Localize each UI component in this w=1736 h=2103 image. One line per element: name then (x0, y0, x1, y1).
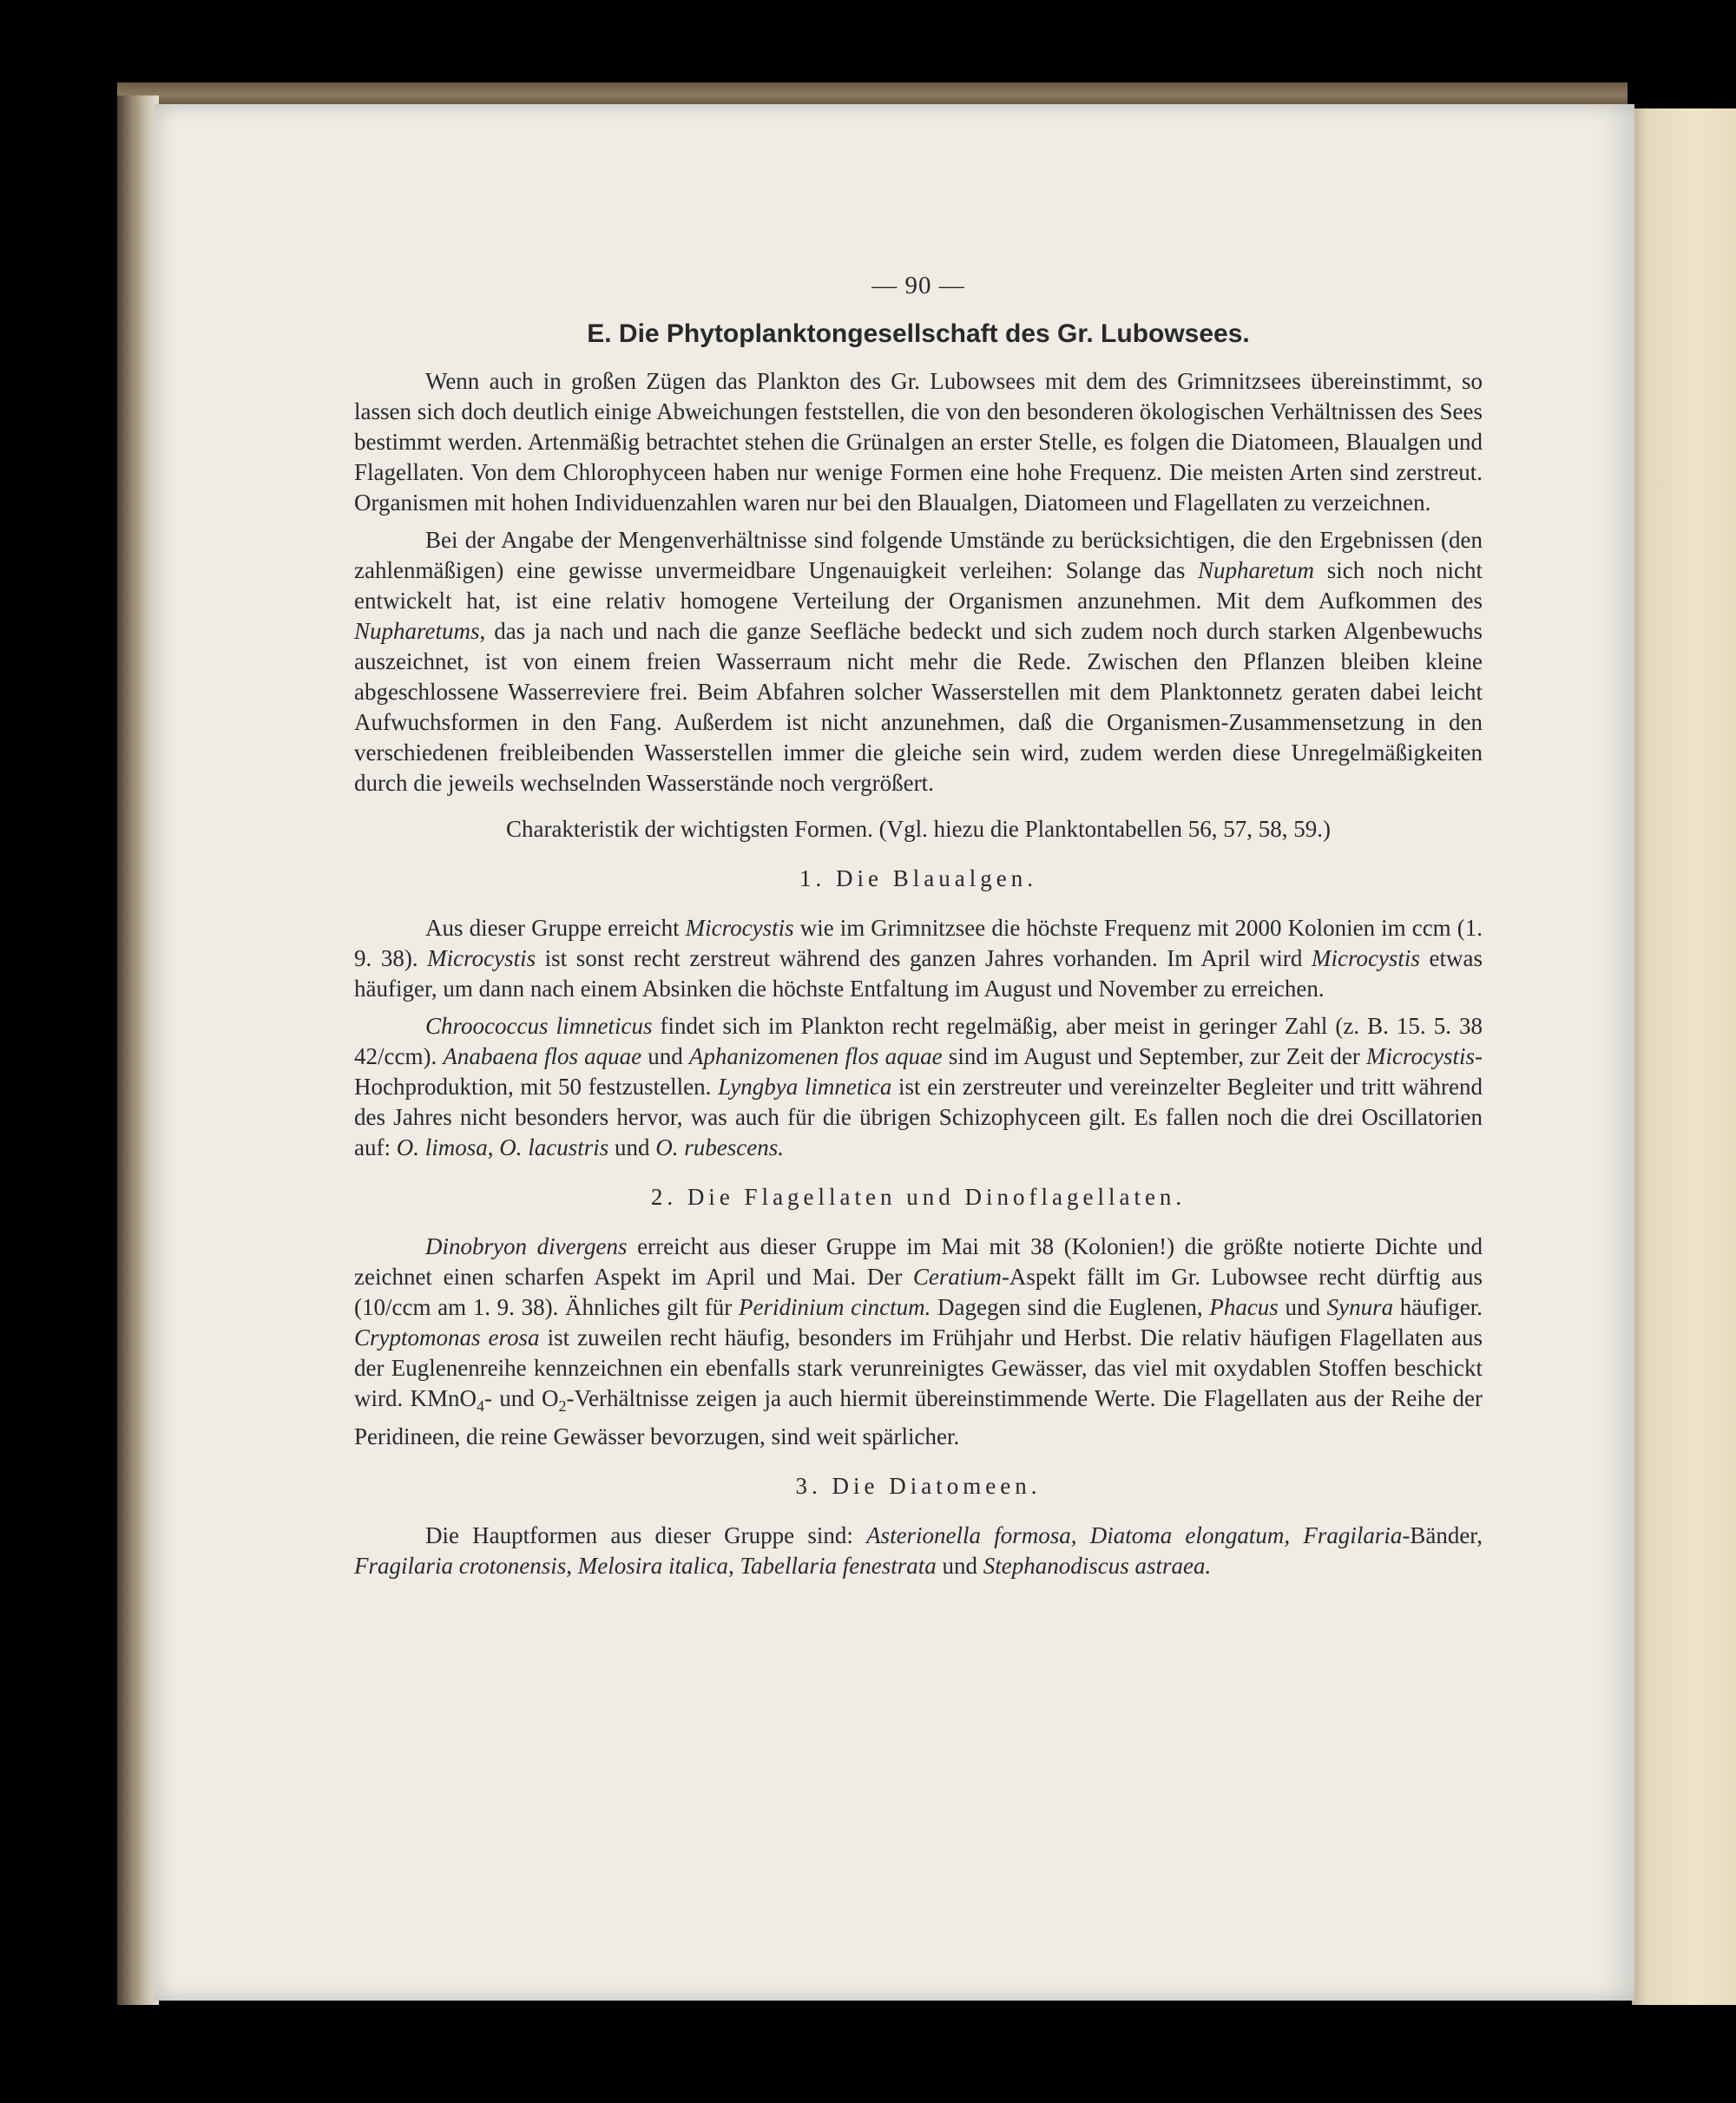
italic-term: Dinobryon divergens (425, 1233, 628, 1259)
italic-term: Phacus (1209, 1294, 1279, 1320)
italic-term: Synura (1326, 1294, 1394, 1320)
italic-term: Microcystis (685, 915, 794, 941)
text-run: und (936, 1553, 983, 1579)
book-page (155, 104, 1634, 2001)
page-content (354, 271, 1483, 1588)
subscript: 4 (477, 1397, 485, 1415)
page-number: — 90 — (871, 272, 965, 299)
text-run: -Aspekt fällt im Gr. Lubowsee recht dürftig aus (10/ccm am 1. 9. 38). Ähnliches gilt für (354, 1264, 1483, 1320)
text-run: erreicht aus dieser Gruppe im Mai mit 38 (Kolonien!) die größte notierte Dichte und zeichnet einen scharfen Aspekt im April und Mai. Der (354, 1233, 1483, 1290)
text-run: -Verhältnisse zeigen ja auch hiermit übereinstimmende Werte. Die Flagellaten aus der Reihe der Peridineen, die reine Gewässer bevorzugen, sind weit spärlicher. (354, 1385, 1483, 1449)
italic-term: Aphanizomenen flos aquae (688, 1043, 943, 1069)
text-run: findet sich im Plankton recht regelmäßig, aber meist in geringer Zahl (z. B. 15. 5. 38 42/ccm). (354, 1013, 1483, 1069)
italic-term: Microcystis (1366, 1043, 1476, 1069)
adjacent-page-edge (1632, 108, 1736, 2005)
text-run: , (487, 1134, 500, 1160)
text-run: und (608, 1134, 656, 1160)
italic-term: O. lacustris (499, 1134, 609, 1160)
text-run: ist ein zerstreuter und vereinzelter Begleiter und tritt während des Jahres nicht besonders hervor, was auch für die übrigen Schizophyceen gilt. Es fallen noch die drei Oscillatorien auf: (354, 1074, 1483, 1160)
italic-term: Microcystis (427, 945, 536, 971)
section-title: E. Die Phytoplanktongesellschaft des Gr. Lubowsees. (587, 319, 1250, 348)
italic-term: Anabaena flos aquae (443, 1043, 642, 1069)
text-run: häufiger. (1393, 1294, 1483, 1320)
italic-term: O. limosa (396, 1134, 488, 1160)
italic-term: Peridinium cinctum. (738, 1294, 931, 1320)
text-run: etwas häufiger, um dann nach einem Absinken die höchste Entfaltung im August und November zu erreichen. (354, 945, 1483, 1002)
paragraph-microcystis (354, 913, 1483, 1004)
text-run: Bei der Angabe der Mengenverhältnisse sind folgende Umstände zu berücksichtigen, die den Ergebnissen (den zahlenmäßigen) eine gewisse unvermeidbare Ungenauigkeit verleihen: Solange das (354, 527, 1483, 583)
subscript: 2 (558, 1397, 567, 1415)
paragraph-diatomeen (354, 1521, 1483, 1581)
paragraph-intro: Wenn auch in großen Zügen das Plankton des Gr. Lubowsees mit dem des Grimnitzsees übereinstimmt, so lassen sich doch deutlich einige Abweichungen feststellen, die von den besonderen ökologischen Verhältnissen des Sees bestimmt werden. Artenmäßig betrachtet stehen die Grünalgen an erster Stelle, es folgen die Diatomeen, Blaualgen und Flagellaten. Von dem Chlorophyceen haben nur wenige Formen eine hohe Frequenz. Die meisten Arten sind zerstreut. Organismen mit hohen Individuenzahlen waren nur bei den Blaualgen, Diatomeen und Flagellaten zu verzeichnen. (354, 368, 1483, 516)
italic-term: Lyngbya limnetica (718, 1074, 892, 1100)
text-run: Dagegen sind die Euglenen, (930, 1294, 1210, 1320)
heading-flagellaten: 2. Die Flagellaten und Dinoflagellaten. (650, 1184, 1187, 1210)
paragraph-quantities (354, 525, 1483, 798)
heading-diatomeen: 3. Die Diatomeen. (795, 1473, 1042, 1499)
characteristics-line: Charakteristik der wichtigsten Formen. (Vgl. hiezu die Planktontabellen 56, 57, 58, 59.) (505, 816, 1332, 842)
heading-blaualgen: 1. Die Blaualgen. (799, 865, 1037, 891)
text-run: ist zuweilen recht häufig, besonders im Frühjahr und Herbst. Die relativ häufigen Flagellaten aus der Euglenenreihe kennzeichnen ein ebenfalls stark verunreinigtes Gewässer, das viel mit oxydablen Stoffen beschickt wird. KMnO (354, 1324, 1483, 1411)
text-run: , das ja nach und nach die ganze Seefläche bedeckt und sich zudem noch durch starken Algenbewuchs auszeichnet, ist von einem freien Wasserraum nicht mehr die Rede. Zwischen den Pflanzen bleiben kleine abgeschlossene Wasserreviere frei. Beim Abfahren solcher Wasserstellen mit dem Planktonnetz geraten dabei leicht Aufwuchsformen in den Fang. Außerdem ist nicht anzunehmen, daß die Organismen-Zusammensetzung in den verschiedenen freibleibenden Wasserstellen immer die gleiche sein wird, zudem werden diese Unregelmäßigkeiten durch die jeweils wechselnden Wasserstände noch vergrößert. (354, 618, 1483, 796)
italic-term: Chroococcus limneticus (425, 1013, 653, 1039)
italic-term: Nupharetum (1198, 557, 1315, 583)
italic-term: Fragilaria crotonensis, Melosira italica, Tabellaria fenestrata (354, 1553, 937, 1579)
text-run: ist sonst recht zerstreut während des ganzen Jahres vorhanden. Im April wird (536, 945, 1312, 971)
italic-term: Nupharetums (354, 618, 480, 644)
text-run: und (1278, 1294, 1327, 1320)
italic-term: Cryptomonas erosa (354, 1324, 540, 1351)
italic-term: Ceratium (912, 1264, 1002, 1290)
text-run: - und O (484, 1385, 559, 1411)
paragraph-chroococcus (354, 1011, 1483, 1163)
text-run: und (641, 1043, 689, 1069)
italic-term: Microcystis (1311, 945, 1420, 971)
italic-term: Asterionella formosa, Diatoma elongatum, Fragilaria (866, 1522, 1403, 1548)
book-left-edge (117, 95, 159, 2005)
text-run: Aus dieser Gruppe erreicht (425, 915, 686, 941)
italic-term: Stephanodiscus astraea. (983, 1553, 1212, 1579)
text-run: -Hochproduktion, mit 50 festzustellen. (354, 1043, 1483, 1100)
text-run: Die Hauptformen aus dieser Gruppe sind: (425, 1522, 867, 1548)
italic-term: O. rubescens. (655, 1134, 784, 1160)
text-run: wie im Grimnitzsee die höchste Frequenz mit 2000 Kolonien im ccm (1. 9. 38). (354, 915, 1483, 971)
text-run: -Bänder, (1402, 1522, 1483, 1548)
text-run: sind im August und September, zur Zeit der (942, 1043, 1367, 1069)
paragraph-dinobryon (354, 1232, 1483, 1452)
text-run: sich noch nicht entwickelt hat, ist eine relativ homogene Verteilung der Organismen anzunehmen. Mit dem Aufkommen des (354, 557, 1483, 614)
